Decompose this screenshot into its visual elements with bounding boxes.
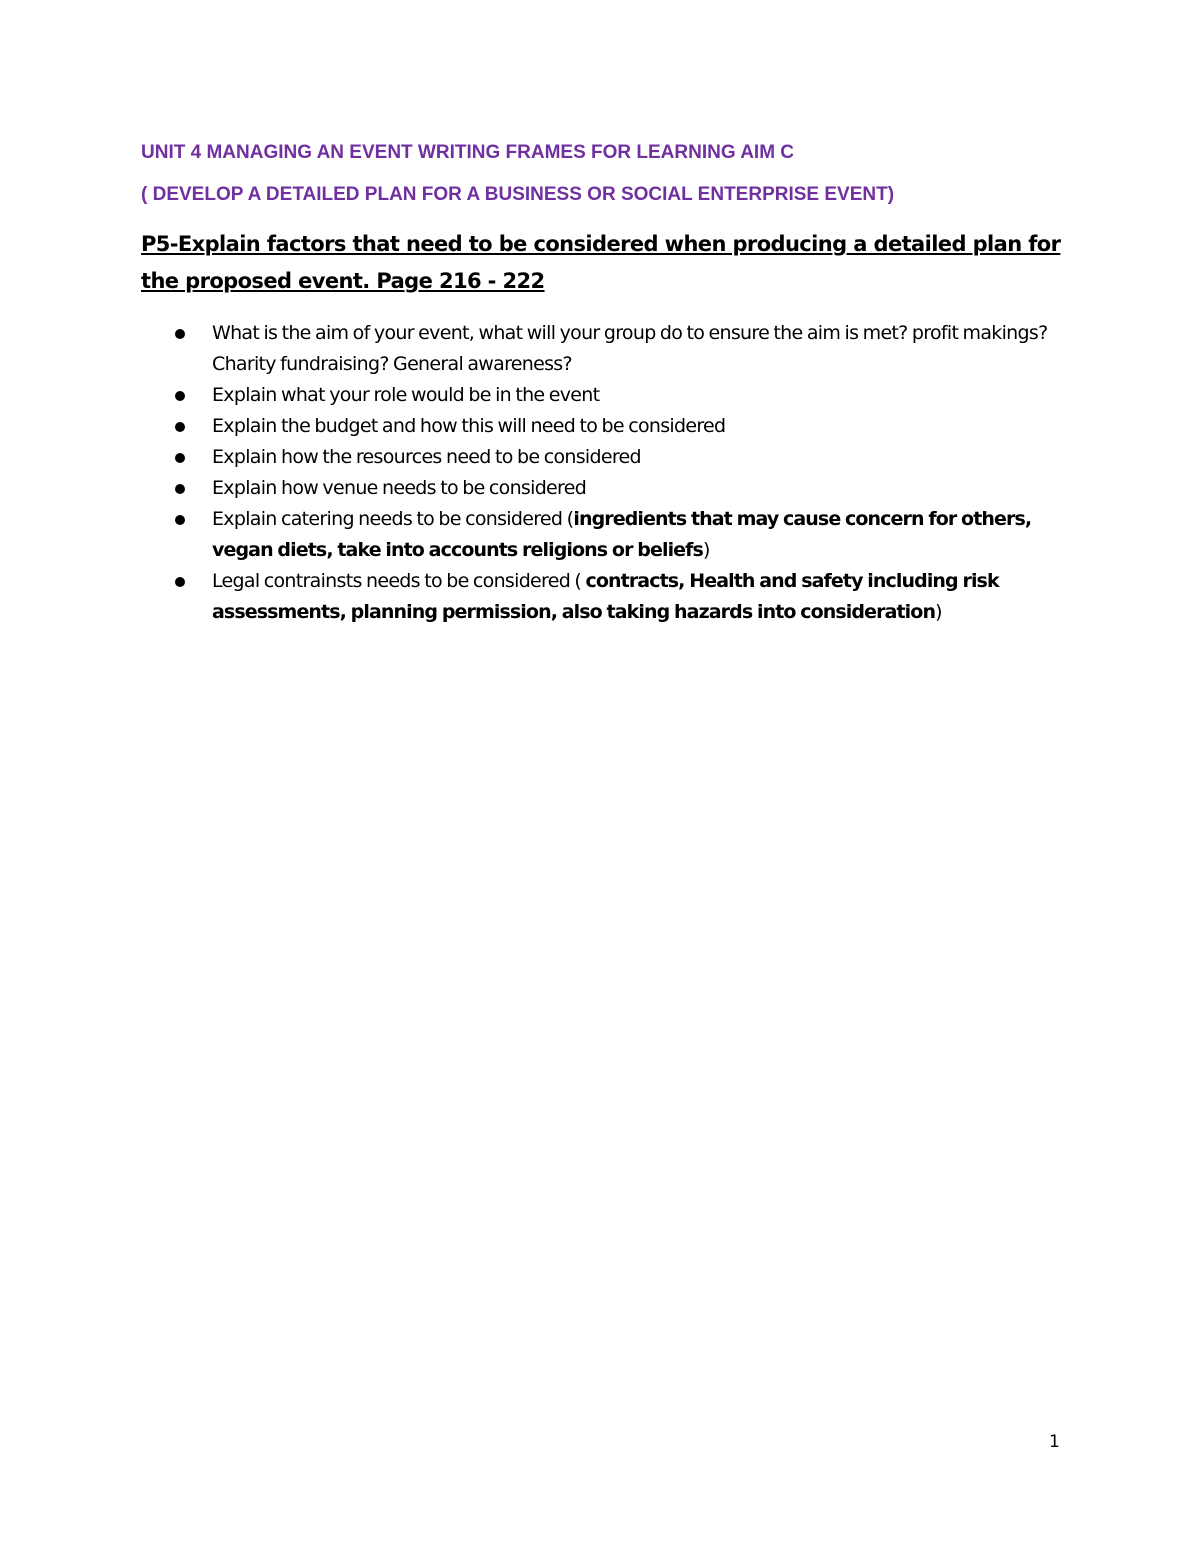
bullet-suffix: ) <box>702 539 710 561</box>
bullet-icon <box>175 453 185 463</box>
page-number: 1 <box>1049 1432 1060 1452</box>
bullet-item <box>141 411 1061 442</box>
bullet-text: Explain how the resources need to be considered <box>212 446 641 468</box>
unit-subtitle: ( DEVELOP A DETAILED PLAN FOR A BUSINESS OR SOCIAL ENTERPRISE EVENT) <box>141 184 895 205</box>
bullet-icon <box>175 484 185 494</box>
bullet-text: Legal contrainsts needs to be considered ( <box>212 570 586 592</box>
bullet-item <box>141 504 1061 566</box>
bullet-bold-text: ingredients that may cause concern for others, vegan diets, take into accounts religions or beliefs <box>212 508 1032 561</box>
bullet-suffix: ) <box>935 601 942 623</box>
bullet-icon <box>175 515 185 525</box>
unit-title: UNIT 4 MANAGING AN EVENT WRITING FRAMES FOR LEARNING AIM C <box>141 142 795 163</box>
bullet-item <box>141 566 1061 628</box>
bullet-icon <box>175 577 185 587</box>
bullet-item <box>141 380 1061 411</box>
bullet-list <box>141 318 1061 628</box>
page-content <box>141 138 1061 628</box>
bullet-icon <box>175 391 185 401</box>
bullet-text: Explain how venue needs to be considered <box>212 477 587 499</box>
bullet-text: What is the aim of your event, what will your group do to ensure the aim is met? profit makings? Charity fundraising? General awareness? <box>212 322 1048 375</box>
bullet-bold-text: contracts, Health and safety including risk assessments, planning permission, also taking hazards into consideration <box>212 570 999 623</box>
criterion-heading: P5-Explain factors that need to be considered when producing a detailed plan for the proposed event. Page 216 - 222 <box>141 232 1061 293</box>
bullet-text: Explain what your role would be in the event <box>212 384 600 406</box>
bullet-item <box>141 318 1061 380</box>
bullet-item <box>141 473 1061 504</box>
bullet-text: Explain catering needs to be considered ( <box>212 508 574 530</box>
bullet-text: Explain the budget and how this will need to be considered <box>212 415 726 437</box>
bullet-item <box>141 442 1061 473</box>
bullet-icon <box>175 422 185 432</box>
bullet-icon <box>175 329 185 339</box>
